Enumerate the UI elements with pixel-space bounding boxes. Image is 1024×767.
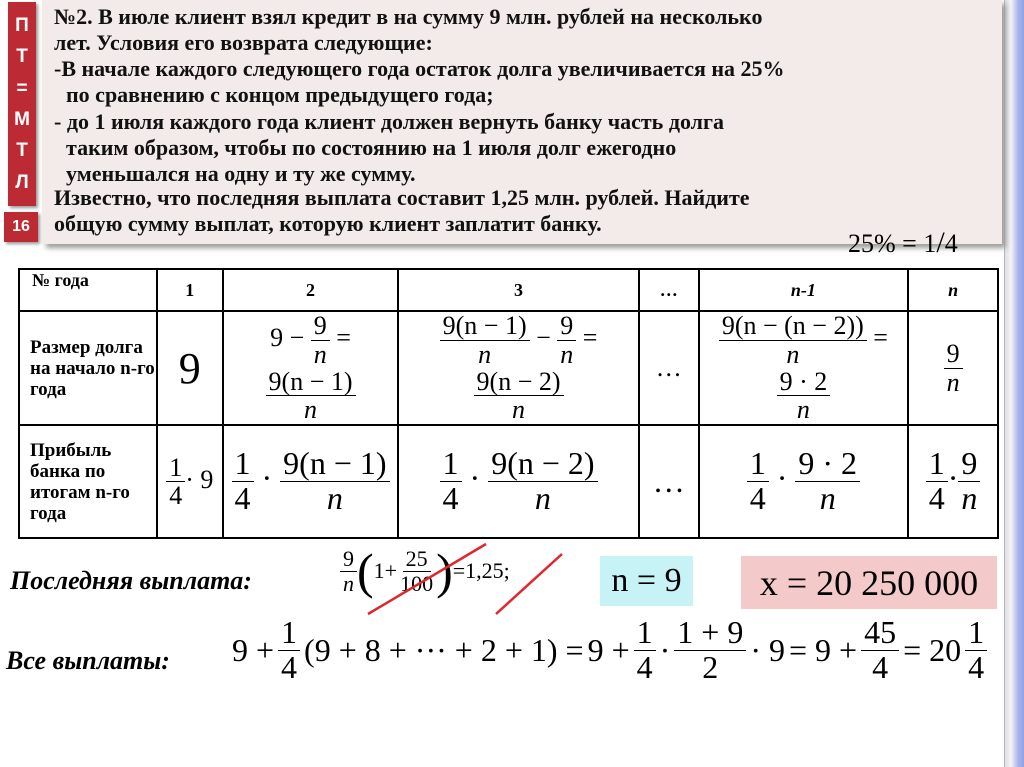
strike-line: [368, 544, 486, 614]
debt-ellipsis: …: [639, 311, 699, 425]
table-row-debt: [19, 311, 998, 425]
profit-year-1: $\frac{1}{4}$ · 9: [157, 425, 223, 538]
problem-line: -В начале каждого следующего года остаток долга увеличивается на 25%: [54, 56, 785, 81]
strike-through-marks: [360, 540, 570, 620]
debt-year-n: $\frac{9}{n}$: [908, 311, 998, 425]
percent-note: 25% = 1/4: [848, 226, 958, 259]
slide-edge-decoration: [1004, 0, 1024, 767]
badge-letter: П: [15, 15, 29, 37]
header-year: № года: [19, 269, 157, 311]
problem-line: таким образом, чтобы по состоянию на 1 июля долг ежегодно: [66, 135, 677, 160]
last-payment-formula: 9 n ( 1+ $\frac{25}{100}$ ) =1,25;: [340, 546, 510, 596]
problem-line: общую сумму выплат, которую клиент заплатит банку.: [54, 211, 602, 236]
all-payments-formula: 9 + $\frac{1}{4}$ (9 + 8 + ··· + 2 + 1) = 9 + $\frac{1}{4}$ · 1 + 9 2 · 9 = 9 + $\frac{45}{4}$ = 20 1 4: [232, 616, 987, 684]
problem-line: №2. В июле клиент взял кредит в на сумму 9 млн. рублей на несколько: [54, 4, 763, 29]
note-num: 1: [923, 229, 937, 258]
header-col: 3: [398, 269, 638, 311]
strike-line: [496, 554, 562, 614]
problem-line: - до 1 июля каждого года клиент должен вернуть банку часть долга: [54, 109, 724, 134]
debt-year-n-minus-1: $\frac{9(n - (n - 2))}{n}$ = $\frac{9 \cdot 2}{n}$: [699, 311, 908, 425]
badge-letter: Т: [16, 140, 28, 162]
note-eq: =: [902, 229, 917, 258]
x-result-box: x = 20 250 000: [741, 556, 997, 609]
row-label-debt: Размер долга на начало n-го года: [19, 311, 157, 425]
debt-year-3: $\frac{9(n - 1)}{n}$ − $\frac{9}{n}$ = $\frac{9(n - 2)}{n}$: [398, 311, 638, 425]
header-col: n: [908, 269, 998, 311]
note-den: 4: [944, 229, 958, 258]
debt-year-2: 9 − $\frac{9}{n}$ = $\frac{9(n - 1)}{n}$: [223, 311, 399, 425]
all-payments-label: Все выплаты:: [6, 646, 170, 675]
header-col: …: [639, 269, 699, 311]
header-col: n-1: [699, 269, 908, 311]
problem-line: лет. Условия его возврата следующие:: [54, 30, 433, 55]
header-col: 2: [223, 269, 399, 311]
profit-year-n: $\frac{1}{4}$ · $\frac{9}{n}$: [908, 425, 998, 538]
problem-line: Известно, что последняя выплата составит 1,25 млн. рублей. Найдите: [54, 185, 750, 210]
badge-letter: Л: [15, 171, 29, 193]
table-header-row: [19, 269, 998, 311]
table-row-profit: [19, 425, 998, 538]
profit-ellipsis: …: [639, 425, 699, 538]
row-label-profit: Прибыль банка по итогам n-го года: [19, 425, 157, 538]
n-result-box: n = 9: [600, 556, 693, 606]
problem-line: по сравнению с концом предыдущего года;: [66, 82, 494, 107]
problem-statement: [42, 0, 1002, 244]
badge-letter: М: [14, 109, 30, 131]
last-payment-label: Последняя выплата:: [10, 566, 252, 595]
solution-table: [18, 268, 999, 539]
badge-letter: Т: [16, 46, 28, 68]
problem-line: уменьшался на одну и ту же сумму.: [66, 161, 416, 186]
header-col: 1: [157, 269, 223, 311]
profit-year-n-minus-1: $\frac{1}{4}$ · $\frac{9 \cdot 2}{n}$: [699, 425, 908, 538]
profit-year-2: $\frac{1}{4}$ · $\frac{9(n - 1)}{n}$: [223, 425, 399, 538]
task-number-badge: 16: [4, 212, 38, 242]
badge-letter: =: [16, 77, 28, 99]
topic-badge: [8, 2, 36, 206]
debt-year-1: 9: [157, 311, 223, 425]
profit-year-3: $\frac{1}{4}$ · $\frac{9(n - 2)}{n}$: [398, 425, 638, 538]
note-lhs: 25%: [848, 229, 896, 258]
